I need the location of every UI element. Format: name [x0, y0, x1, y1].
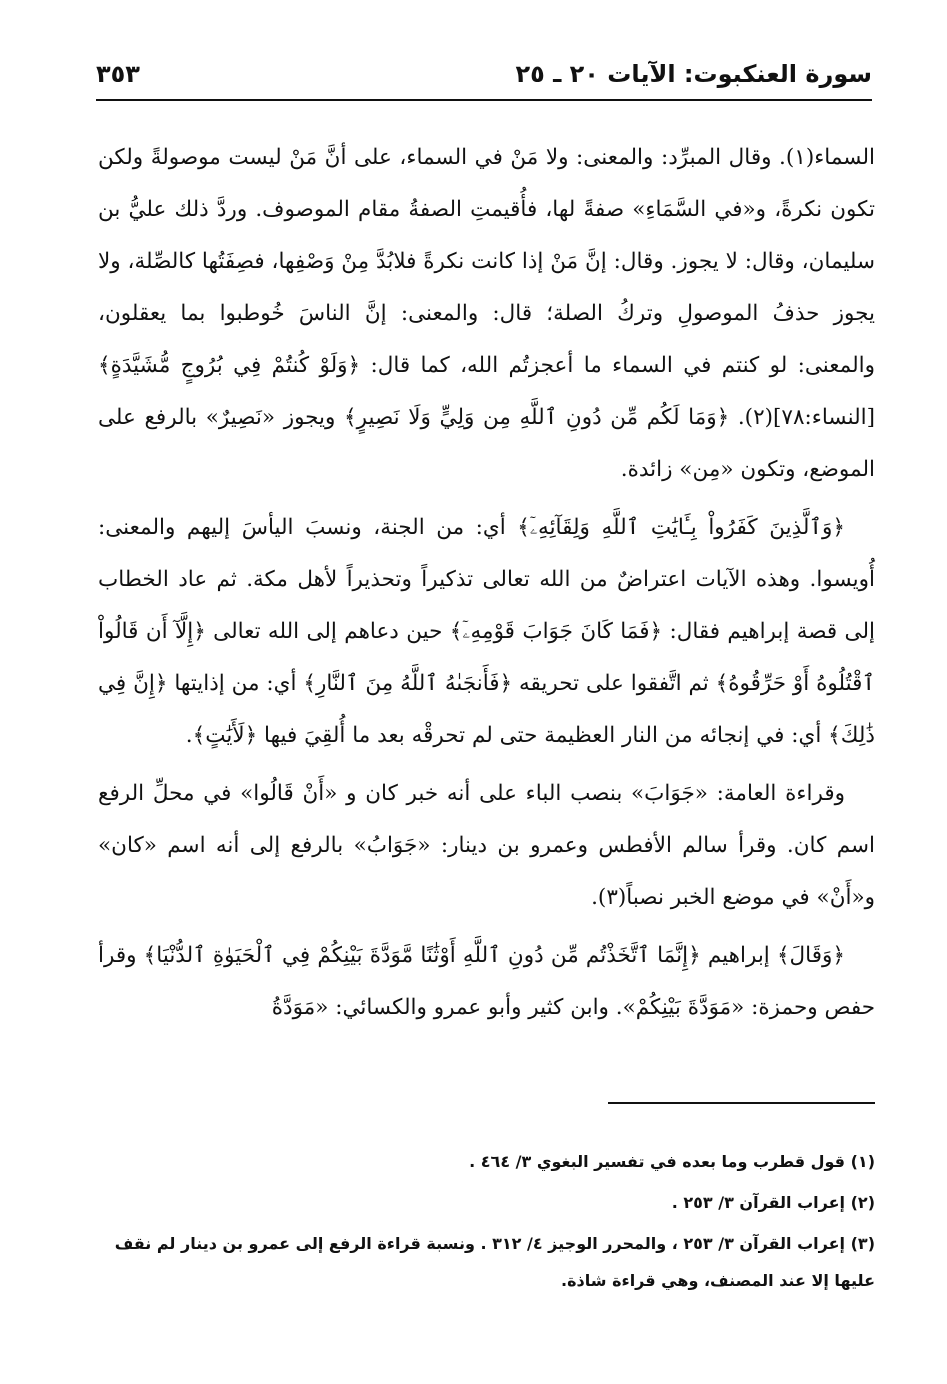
paragraph: ﴿وَٱلَّذِينَ كَفَرُواْ بِـَٔايَٰتِ ٱللَّهِ وَلِقَآئِهِۦٓ﴾ أي: من الجنة، ونسبَ اليأسَ إليهم والمعنى: أُويسوا. وهذه الآيات اعتراضٌ من الله تعالى تذكيراً وتحذيراً لأهل مكة. ثم عاد الخطاب إلى قصة إبراهيم فقال: ﴿فَمَا كَانَ جَوَابَ قَوْمِهِۦٓ﴾ حين دعاهم إلى الله تعالى ﴿إِلَّآ أَن قَالُواْ ٱقْتُلُوهُ أَوْ حَرِّقُوهُ﴾ ثم اتَّفقوا على تحريقه ﴿فَأَنجَىٰهُ ٱللَّهُ مِنَ ٱلنَّارِ﴾ أي: من إذايتها ﴿إِنَّ فِي ذَٰلِكَ﴾ أي: في إنجائه من النار العظيمة حتى لم تحرقْه بعد ما أُلقِيَ فيها ﴿لَأَيَٰتٍ﴾.: [98, 515, 875, 748]
main-text: [98, 132, 875, 1040]
paragraph: ﴿وَقَالَ﴾ إبراهيم ﴿إِنَّمَا ٱتَّخَذْتُم مِّن دُونِ ٱللَّهِ أَوْثَٰنًا مَّوَدَّةَ بَيْنِكُمْ فِي ٱلْحَيَوٰةِ ٱلدُّنْيَا﴾ وقرأ حفص وحمزة: «مَوَدَّةَ بَيْنِكُمْ». وابن كثير وأبو عمرو والكسائي: «مَوَدَّةُ: [98, 943, 875, 1020]
page-header: [96, 52, 872, 96]
running-title: سورة العنكبوت: الآيات ٢٠ ـ ٢٥: [515, 60, 872, 88]
paragraph: السماء(١). وقال المبرِّد: والمعنى: ولا مَنْ في السماء، على أنَّ مَنْ ليست موصولةً ولكن تكون نكرةً، و«في السَّمَاءِ» صفةً لها، فأُقيمتِ الصفةُ مقام الموصوف. وردَّ ذلك عليُّ بن سليمان، وقال: لا يجوز. وقال: إنَّ مَنْ إذا كانت نكرةً فلابُدَّ مِنْ وَصْفِها، فصِفَتُها كالصِّلة، ولا يجوز حذفُ الموصولِ وتركُ الصلة؛ قال: والمعنى: إنَّ الناسَ خُوطبوا بما يعقلون، والمعنى: لو كنتم في السماء ما أعجزتُم الله، كما قال: ﴿وَلَوْ كُنتُمْ فِي بُرُوجٍ مُّشَيَّدَةٍ﴾ [النساء:٧٨](٢). ﴿وَمَا لَكُم مِّن دُونِ ٱللَّهِ مِن وَلِيٍّ وَلَا نَصِيرٍ﴾ ويجوز «نَصِيرٌ» بالرفع على الموضع، وتكون «مِن» زائدة.: [98, 145, 875, 482]
footnotes: [96, 1143, 875, 1303]
paragraph: وقراءة العامة: «جَوَابَ» بنصب الباء على أنه خبر كان و «أَنْ قَالُوا» في محلِّ الرفع اسم كان. وقرأ سالم الأفطس وعمرو بن دينار: «جَوَابُ» بالرفع إلى أنه اسم «كان» و«أَنْ» في موضع الخبر نصباً(٣).: [98, 781, 875, 910]
footnote: (١) قول قطرب وما بعده في تفسير البغوي ٣/ ٤٦٤ .: [469, 1152, 875, 1171]
footnote: (٣) إعراب القرآن ٣/ ٢٥٣ ، والمحرر الوجيز ٤/ ٣١٢ . ونسبة قراءة الرفع إلى عمرو بن دينار لم نقف عليها إلا عند المصنف، وهي قراءة شاذة.: [114, 1234, 875, 1290]
footnote: (٢) إعراب القرآن ٣/ ٢٥٣ .: [671, 1193, 875, 1212]
header-divider: [96, 99, 872, 101]
footnote-divider: [608, 1102, 875, 1104]
page-number: ٣٥٣: [96, 60, 140, 88]
